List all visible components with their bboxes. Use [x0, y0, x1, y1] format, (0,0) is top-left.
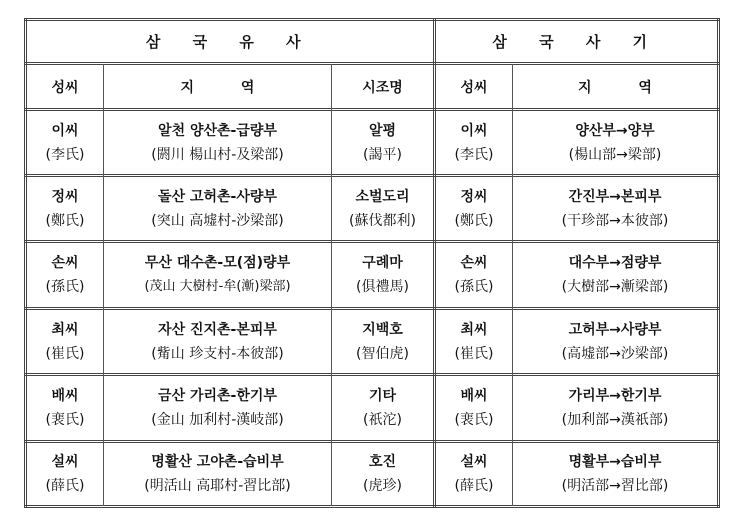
sagi-region-hanja: (明活部→習比部): [561, 478, 669, 494]
sagi-region-hanja: (干珍部→本彼部): [561, 212, 669, 229]
region-hangul: 알천 양산촌-급량부: [158, 122, 277, 139]
region-hanja: (閼川 楊山村-及梁部): [151, 146, 284, 163]
region-hangul: 무산 대수촌-모(점)량부: [144, 255, 291, 271]
sagi-region-hanja: (高墟部→沙梁部): [561, 345, 669, 362]
sagi-region-hangul: 고허부→사량부: [568, 321, 662, 338]
column-header-region: 지 역: [180, 79, 255, 96]
region-cell: [104, 376, 331, 440]
sagi-region-hangul: 가리부→한기부: [568, 388, 662, 404]
sagi-surname-cell: [436, 177, 512, 240]
sagi-surname-cell: [436, 376, 512, 440]
founder-hanja: (俱禮馬): [356, 279, 409, 295]
surname-hanja: (李氏): [45, 146, 85, 163]
sagi-surname-hangul: 최씨: [460, 321, 488, 338]
surname-hanja: (崔氏): [45, 345, 85, 362]
surname-cell: [27, 443, 103, 505]
founder-cell: [332, 177, 433, 240]
samguk-yusa-title: 삼 국 유 사: [145, 33, 315, 51]
founder-cell: [332, 443, 433, 505]
sagi-region-cell: [513, 243, 717, 307]
sagi-region-cell: [513, 177, 717, 240]
sagi-region-hanja: (加利部→漢祇部): [561, 412, 669, 428]
founder-hanja: (謁平): [363, 146, 402, 163]
surname-hangul: 정씨: [51, 188, 79, 205]
founder-hanja: (智伯虎): [356, 345, 409, 362]
region-cell: [104, 310, 331, 373]
sagi-surname-hanja: (鄭氏): [454, 212, 494, 229]
sagi-surname-hanja: (李氏): [454, 146, 494, 163]
surname-cell: [27, 111, 103, 174]
sagi-surname-cell: [436, 111, 512, 174]
surname-hanja: (薛氏): [45, 478, 85, 494]
region-hanja: (金山 加利村-漢岐部): [151, 412, 284, 428]
sagi-surname-hangul: 배씨: [460, 388, 488, 404]
surname-hangul: 이씨: [51, 122, 79, 139]
region-hangul: 명활산 고야촌-습비부: [151, 454, 284, 470]
surname-hangul: 설씨: [51, 454, 79, 470]
founder-cell: [332, 243, 433, 307]
sagi-surname-hanja: (薛氏): [454, 478, 494, 494]
sagi-region-hangul: 간진부→본피부: [568, 188, 662, 205]
founder-cell: [332, 111, 433, 174]
surname-cell: [27, 177, 103, 240]
founder-hangul: 지백호: [362, 321, 403, 338]
sagi-surname-cell: [436, 443, 512, 505]
column-header-surname: 성씨: [51, 79, 79, 96]
region-cell: [104, 177, 331, 240]
surname-cell: [27, 243, 103, 307]
founder-cell: [332, 376, 433, 440]
sagi-region-cell: [513, 111, 717, 174]
region-hanja: (觜山 珍支村-本彼部): [151, 345, 284, 362]
column-header-founder: 시조명: [362, 79, 403, 96]
region-hanja: (突山 高墟村-沙梁部): [151, 212, 284, 229]
table-border-right: [717, 18, 720, 508]
surname-hangul: 최씨: [51, 321, 79, 338]
surname-cell: [27, 310, 103, 373]
sagi-region-hangul: 양산부→양부: [575, 122, 655, 139]
sagi-surname-hangul: 설씨: [460, 454, 488, 470]
founder-hangul: 알평: [368, 122, 397, 139]
sagi-surname-cell: [436, 310, 512, 373]
sagi-region-cell: [513, 376, 717, 440]
column-header-sagi-surname: 성씨: [460, 79, 488, 96]
region-hangul: 돌산 고허촌-사량부: [158, 188, 277, 205]
column-header-sagi-region: 지 역: [578, 79, 652, 96]
table-border-bottom: [24, 505, 720, 508]
founder-hanja: (祇沱): [363, 412, 402, 428]
region-hanja: (明活山 高耶村-習比部): [144, 478, 291, 494]
sagi-region-hanja: (大樹部→漸梁部): [561, 279, 669, 295]
sagi-surname-hangul: 정씨: [460, 188, 488, 205]
founder-hangul: 구례마: [362, 255, 403, 271]
sagi-surname-hanja: (孫氏): [454, 279, 494, 295]
founder-hangul: 소벌도리: [355, 188, 410, 205]
samguk-sagi-title: 삼 국 사 기: [492, 33, 661, 51]
sagi-surname-hanja: (崔氏): [454, 345, 494, 362]
region-cell: [104, 111, 331, 174]
surname-hanja: (鄭氏): [45, 212, 85, 229]
sagi-region-hanja: (楊山部→梁部): [568, 146, 662, 163]
region-cell: [104, 443, 331, 505]
surname-hanja: (裵氏): [45, 412, 85, 428]
founder-hanja: (蘇伐都利): [349, 212, 416, 229]
sagi-surname-cell: [436, 243, 512, 307]
founder-hanja: (虎珍): [363, 478, 402, 494]
surname-hangul: 손씨: [51, 255, 79, 271]
sagi-surname-hangul: 이씨: [460, 122, 488, 139]
sagi-region-hangul: 대수부→점량부: [568, 255, 662, 271]
region-hanja: (茂山 大樹村-牟(漸)梁部): [144, 279, 291, 294]
surname-hangul: 배씨: [51, 388, 79, 404]
sagi-region-cell: [513, 310, 717, 373]
sagi-surname-hanja: (裵氏): [454, 412, 494, 428]
surname-hanja: (孫氏): [45, 279, 85, 295]
region-hangul: 금산 가리촌-한기부: [158, 388, 277, 404]
sagi-surname-hangul: 손씨: [460, 255, 488, 271]
region-cell: [104, 243, 331, 307]
founder-hangul: 호진: [368, 454, 397, 470]
surname-cell: [27, 376, 103, 440]
sagi-region-cell: [513, 443, 717, 505]
founder-cell: [332, 310, 433, 373]
sagi-region-hangul: 명활부→습비부: [568, 454, 662, 470]
region-hangul: 자산 진지촌-본피부: [158, 321, 277, 338]
founder-hangul: 기타: [368, 388, 397, 404]
